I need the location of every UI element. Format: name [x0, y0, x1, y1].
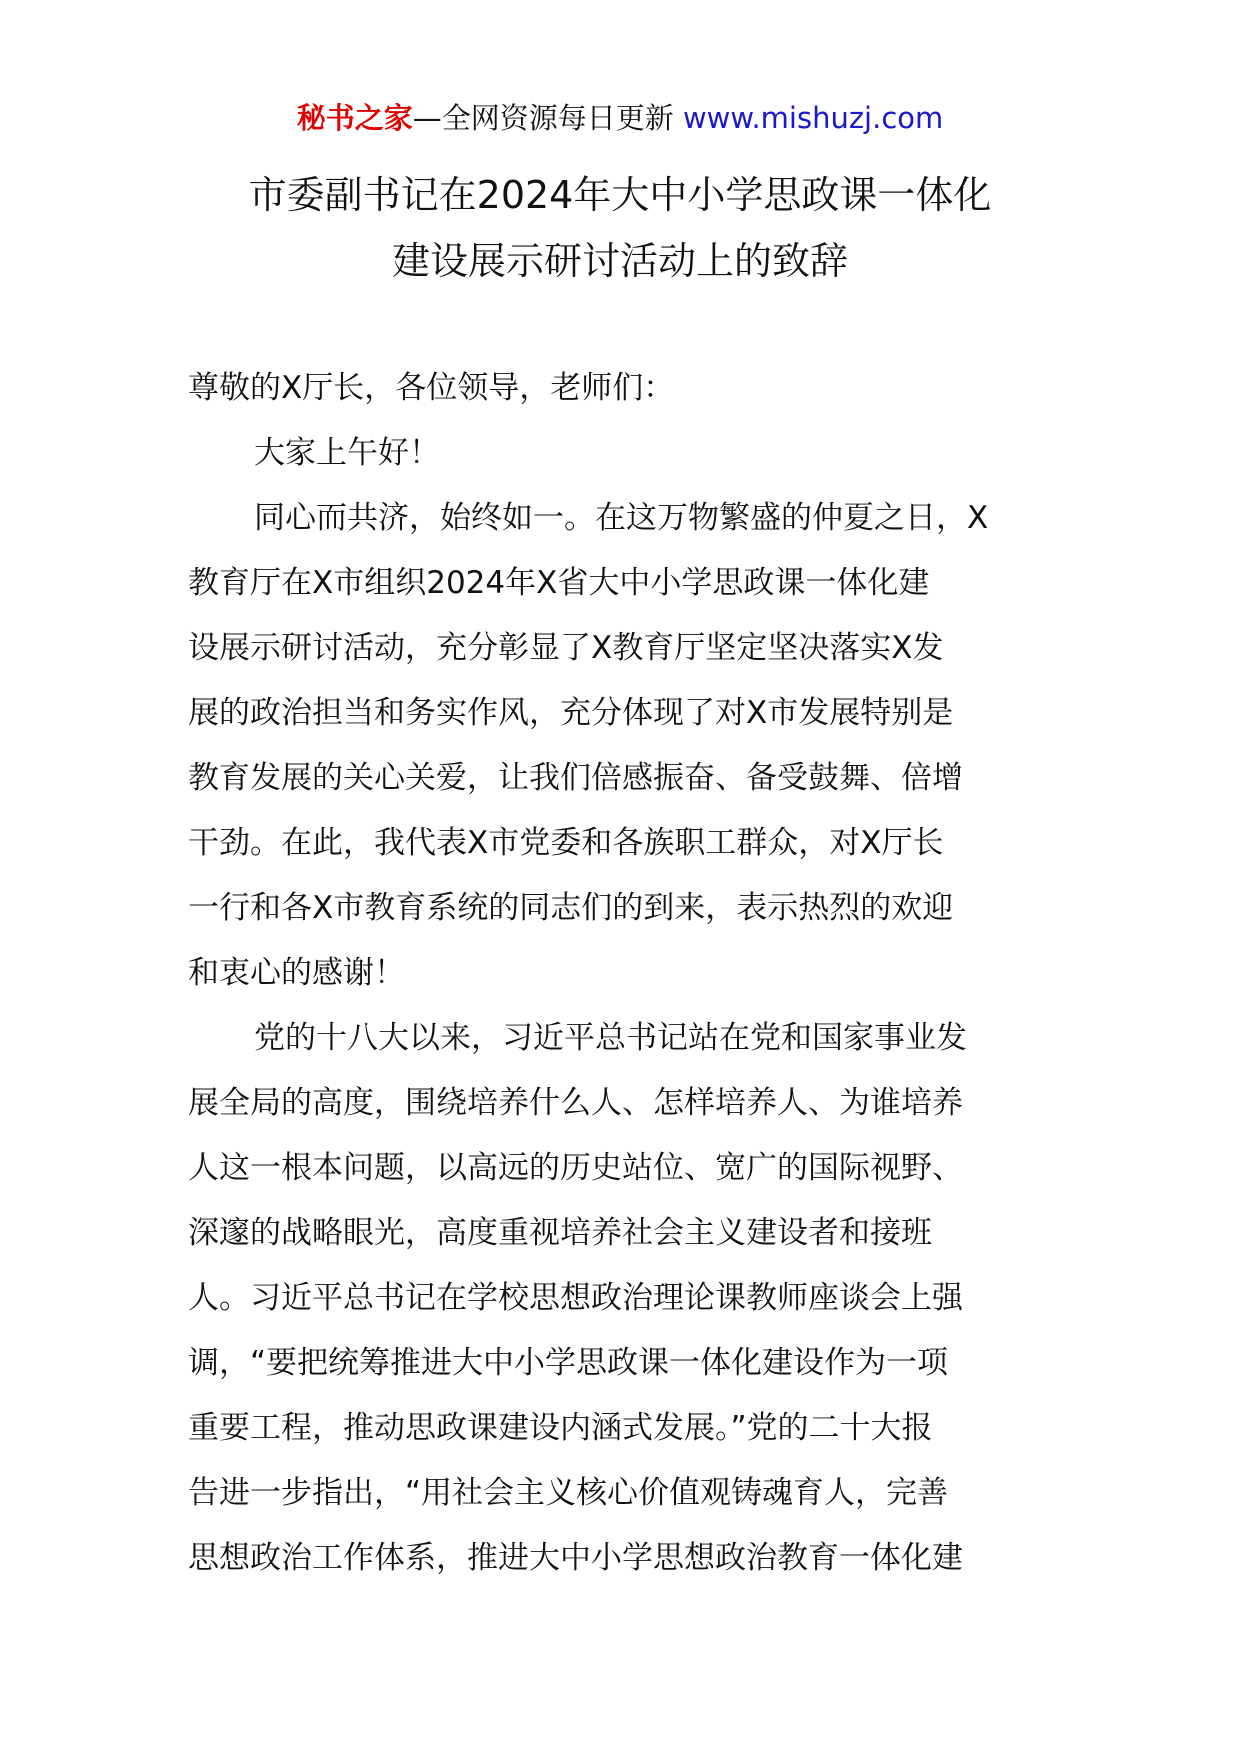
site-header	[0, 98, 1240, 138]
document-title	[0, 162, 1240, 294]
body-line: 教育厅在X市组织2024年X省大中小学思政课一体化建	[188, 565, 930, 601]
body-line: 展的政治担当和务实作风，充分体现了对X市发展特别是	[188, 695, 954, 731]
body-line: 大家上午好！	[254, 435, 440, 471]
body-line: 教育发展的关心关爱，让我们倍感振奋、备受鼓舞、倍增	[188, 760, 963, 796]
body-line: 人这一根本问题，以高远的历史站位、宽广的国际视野、	[188, 1150, 963, 1186]
body-line: 一行和各X市教育系统的同志们的到来，表示热烈的欢迎	[188, 890, 954, 926]
body-line: 人。习近平总书记在学校思想政治理论课教师座谈会上强	[188, 1280, 963, 1316]
body-line: 干劲。在此，我代表X市党委和各族职工群众，对X厅长	[188, 825, 944, 861]
body-line: 和衷心的感谢！	[188, 955, 405, 991]
body-line: 思想政治工作体系，推进大中小学思想政治教育一体化建	[188, 1540, 963, 1576]
brand-name: 秘书之家	[296, 101, 413, 135]
body-line: 重要工程，推动思政课建设内涵式发展。”党的二十大报	[188, 1410, 933, 1446]
salutation: 尊敬的X厅长，各位领导，老师们：	[188, 370, 675, 406]
body-line: 告进一步指出，“用社会主义核心价值观铸魂育人，完善	[188, 1475, 949, 1511]
title-line-2: 建设展示研讨活动上的致辞	[391, 239, 848, 283]
site-url[interactable]: www.mishuzj.com	[682, 101, 944, 135]
title-line-1: 市委副书记在2024年大中小学思政课一体化	[248, 173, 992, 217]
body-line: 同心而共济，始终如一。在这万物繁盛的仲夏之日，X	[254, 500, 989, 536]
body-line: 设展示研讨活动，充分彰显了X教育厅坚定坚决落实X发	[188, 630, 944, 666]
document-body	[188, 356, 1058, 1591]
body-line: 深邃的战略眼光，高度重视培养社会主义建设者和接班	[188, 1215, 932, 1251]
header-tagline: —全网资源每日更新	[412, 101, 683, 135]
body-line: 党的十八大以来，习近平总书记站在党和国家事业发	[254, 1020, 967, 1056]
body-line: 调，“要把统筹推进大中小学思政课一体化建设作为一项	[188, 1345, 949, 1381]
body-line: 展全局的高度，围绕培养什么人、怎样培养人、为谁培养	[188, 1085, 963, 1121]
